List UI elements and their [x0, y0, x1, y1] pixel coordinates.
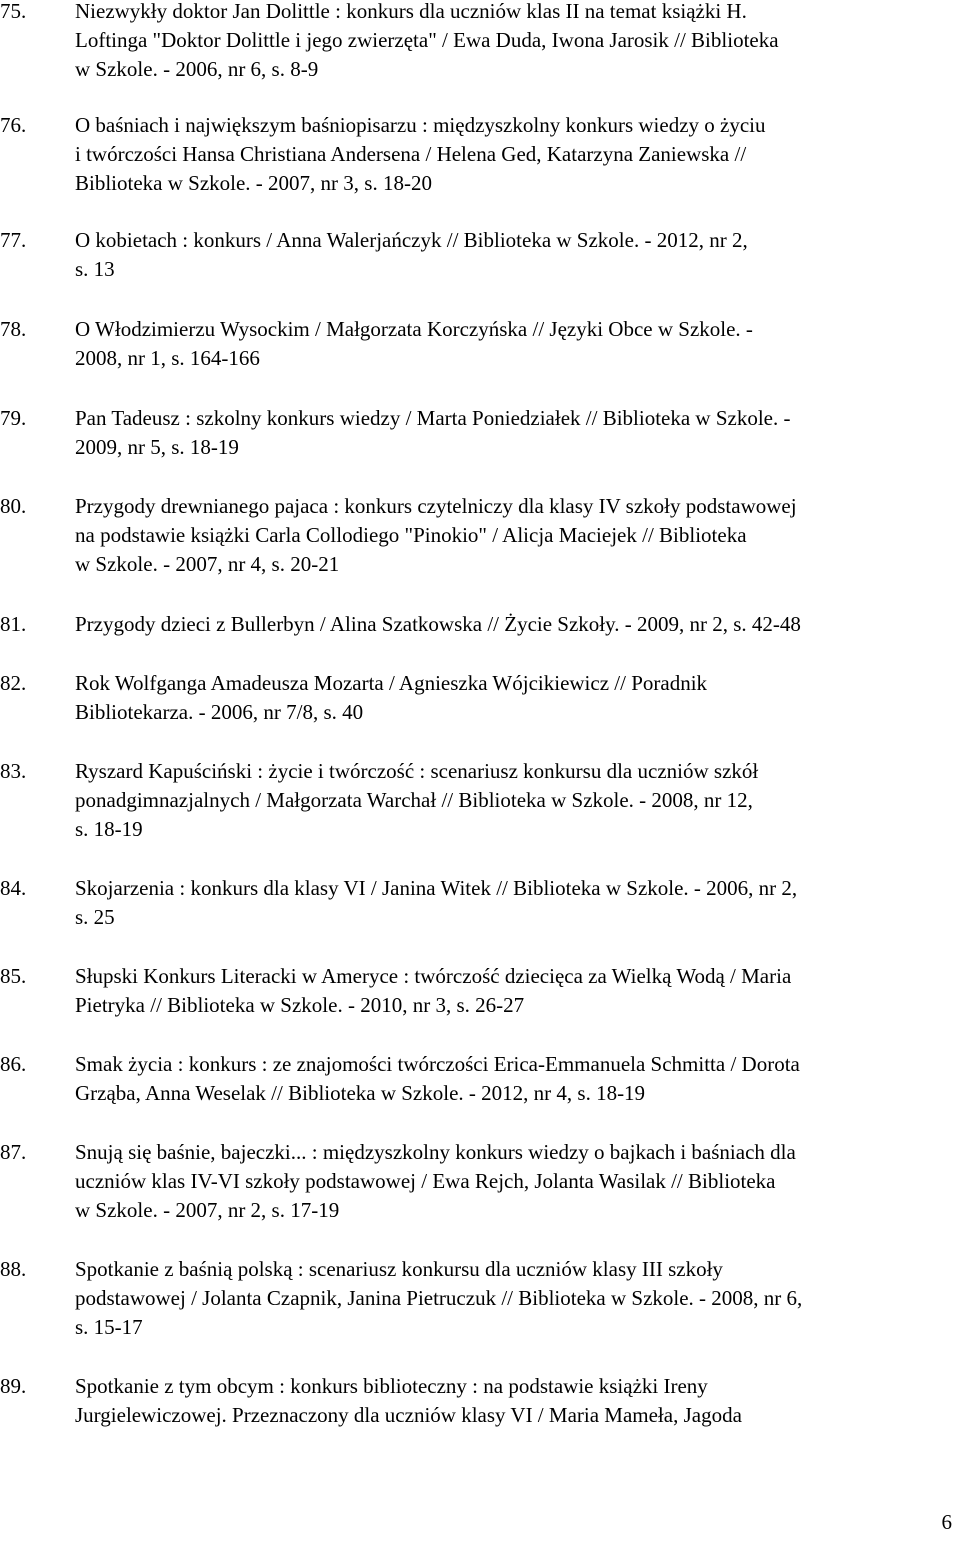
entry-line: O kobietach : konkurs / Anna Walerjańczyk // Biblioteka w Szkole. - 2012, nr 2,: [75, 228, 748, 252]
entry-number: 88.: [0, 1257, 27, 1281]
entry-text: [75, 1138, 960, 1225]
entry-number: 79.: [0, 406, 27, 430]
entry-number: 77.: [0, 228, 27, 252]
entry-text: [75, 610, 960, 639]
entry-line: Loftinga "Doktor Dolittle i jego zwierzęta" / Ewa Duda, Iwona Jarosik // Biblioteka: [75, 28, 779, 52]
entry-line: Pietryka // Biblioteka w Szkole. - 2010, nr 3, s. 26-27: [75, 993, 525, 1017]
entry-line: Pan Tadeusz : szkolny konkurs wiedzy / Marta Poniedziałek // Biblioteka w Szkole. -: [75, 406, 791, 430]
entry-number: 76.: [0, 113, 27, 137]
entry-line: s. 18-19: [75, 817, 143, 841]
entry-number: 89.: [0, 1374, 27, 1398]
entry-line: s. 13: [75, 257, 115, 281]
entry-line: podstawowej / Jolanta Czapnik, Janina Pietruczuk // Biblioteka w Szkole. - 2008, nr 6,: [75, 1286, 803, 1310]
entry-line: 2008, nr 1, s. 164-166: [75, 346, 260, 370]
page-number: 6: [941, 1510, 952, 1534]
entry-text: [75, 757, 960, 844]
entry-text: [75, 669, 960, 727]
entry-line: O baśniach i największym baśniopisarzu : międzyszkolny konkurs wiedzy o życiu: [75, 113, 766, 137]
entry-number: 84.: [0, 876, 27, 900]
entry-text: [75, 492, 960, 579]
entry-number: 80.: [0, 494, 27, 518]
entry-line: s. 25: [75, 905, 115, 929]
entry-line: Słupski Konkurs Literacki w Ameryce : twórczość dziecięca za Wielką Wodą / Maria: [75, 964, 792, 988]
entry-line: uczniów klas IV-VI szkoły podstawowej / Ewa Rejch, Jolanta Wasilak // Biblioteka: [75, 1169, 776, 1193]
entry-line: w Szkole. - 2007, nr 4, s. 20-21: [75, 552, 340, 576]
entry-number: 85.: [0, 964, 27, 988]
entry-line: Skojarzenia : konkurs dla klasy VI / Janina Witek // Biblioteka w Szkole. - 2006, nr 2,: [75, 876, 798, 900]
entry-text: [75, 962, 960, 1020]
entry-line: Ryszard Kapuściński : życie i twórczość : scenariusz konkursu dla uczniów szkół: [75, 759, 759, 783]
entry-text: [75, 226, 960, 284]
entry-line: Grząba, Anna Weselak // Biblioteka w Szkole. - 2012, nr 4, s. 18-19: [75, 1081, 646, 1105]
entry-line: ponadgimnazjalnych / Małgorzata Warchał // Biblioteka w Szkole. - 2008, nr 12,: [75, 788, 753, 812]
entry-line: Niezwykły doktor Jan Dolittle : konkurs dla uczniów klas II na temat książki H.: [75, 0, 747, 23]
entry-text: [75, 404, 960, 462]
entry-text: [75, 1372, 960, 1430]
entry-number: 78.: [0, 317, 27, 341]
entry-line: Przygody drewnianego pajaca : konkurs czytelniczy dla klasy IV szkoły podstawowej: [75, 494, 797, 518]
entry-text: [75, 874, 960, 932]
entry-number: 82.: [0, 671, 27, 695]
entry-number: 86.: [0, 1052, 27, 1076]
entry-line: w Szkole. - 2007, nr 2, s. 17-19: [75, 1198, 340, 1222]
entry-line: Bibliotekarza. - 2006, nr 7/8, s. 40: [75, 700, 364, 724]
entry-line: Spotkanie z tym obcym : konkurs biblioteczny : na podstawie książki Ireny: [75, 1374, 708, 1398]
entry-line: Spotkanie z baśnią polską : scenariusz konkursu dla uczniów klasy III szkoły: [75, 1257, 723, 1281]
entry-number: 75.: [0, 0, 27, 23]
entry-text: [75, 1050, 960, 1108]
entry-line: Snują się baśnie, bajeczki... : międzyszkolny konkurs wiedzy o bajkach i baśniach dla: [75, 1140, 796, 1164]
entry-line: na podstawie książki Carla Collodiego "Pinokio" / Alicja Maciejek // Biblioteka: [75, 523, 747, 547]
entry-line: 2009, nr 5, s. 18-19: [75, 435, 239, 459]
entry-text: [75, 111, 960, 198]
entry-line: Biblioteka w Szkole. - 2007, nr 3, s. 18-20: [75, 171, 432, 195]
entry-line: Przygody dzieci z Bullerbyn / Alina Szatkowska // Życie Szkoły. - 2009, nr 2, s. 42-48: [75, 612, 801, 636]
entry-line: i twórczości Hansa Christiana Andersena / Helena Ged, Katarzyna Zaniewska //: [75, 142, 747, 166]
entry-line: s. 15-17: [75, 1315, 143, 1339]
entry-line: Jurgielewiczowej. Przeznaczony dla uczniów klasy VI / Maria Mameła, Jagoda: [75, 1403, 742, 1427]
entry-text: [75, 315, 960, 373]
entry-line: Smak życia : konkurs : ze znajomości twórczości Erica-Emmanuela Schmitta / Dorota: [75, 1052, 800, 1076]
entry-line: w Szkole. - 2006, nr 6, s. 8-9: [75, 57, 319, 81]
entry-number: 83.: [0, 759, 27, 783]
entry-line: Rok Wolfganga Amadeusza Mozarta / Agnieszka Wójcikiewicz // Poradnik: [75, 671, 708, 695]
entry-text: [75, 1255, 960, 1342]
entry-number: 87.: [0, 1140, 27, 1164]
entry-number: 81.: [0, 612, 27, 636]
entry-text: [75, 0, 960, 84]
entry-line: O Włodzimierzu Wysockim / Małgorzata Korczyńska // Języki Obce w Szkole. -: [75, 317, 753, 341]
